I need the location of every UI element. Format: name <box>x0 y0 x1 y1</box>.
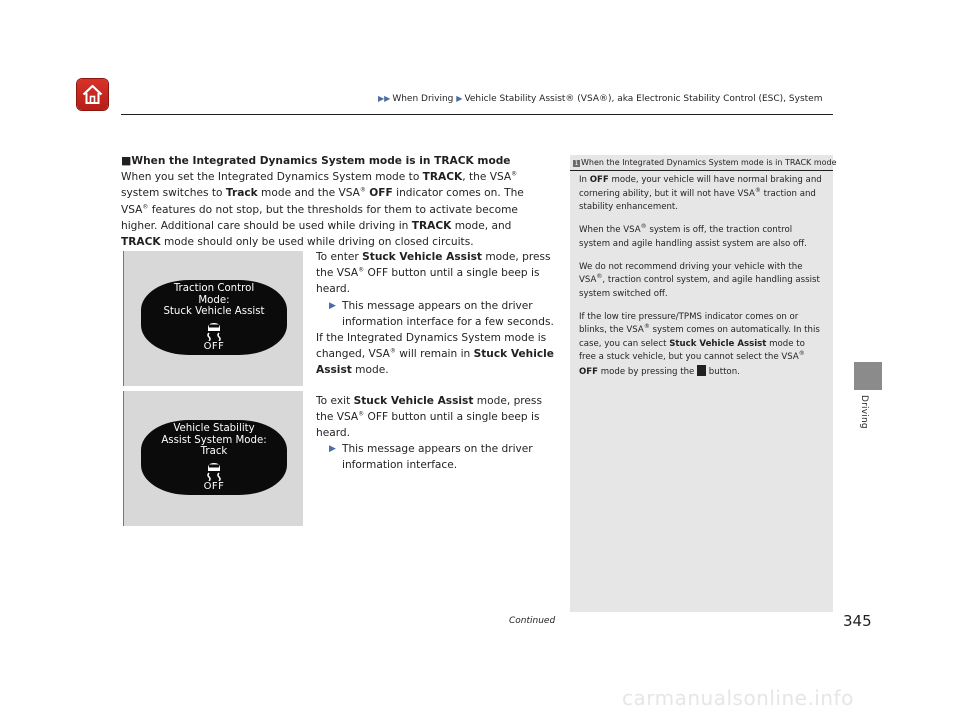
exit-note: ▶ This message appears on the driver information interface. <box>329 443 533 472</box>
section-heading: ■When the Integrated Dynamics System mode is in TRACK mode <box>121 154 511 167</box>
lcd-line-3: Track <box>200 446 228 457</box>
home-button[interactable] <box>77 79 108 110</box>
section-paragraph: When you set the Integrated Dynamics System mode to TRACK, the VSA® system switches to Track mode and the VSA® OFF indicator comes on. The VSA® features do not stop, but the thresholds for them to activate become higher. Additional care should be used while driving in TRACK mode, and TRACK mode should only be used while driving on closed circuits. <box>121 170 524 249</box>
display-image-track-mode <box>123 391 303 526</box>
lcd-off-label: OFF <box>203 480 225 492</box>
changed-paragraph: If the Integrated Dynamics System mode is changed, VSA® will remain in Stuck Vehicle Assist mode. <box>316 332 554 377</box>
note-paragraph: We do not recommend driving your vehicle with the VSA®, traction control system, and agile handling assist system switched off. <box>579 261 820 299</box>
chevron-right-icon: ▶ <box>456 94 463 103</box>
header-rule <box>121 114 833 115</box>
side-tab-marker[interactable] <box>854 362 882 390</box>
lcd-line-3: Stuck Vehicle Assist <box>163 306 265 317</box>
side-tab-label[interactable]: Driving <box>859 395 869 429</box>
chevron-right-icon: ▶▶ <box>378 94 391 103</box>
lcd-screen <box>141 280 287 355</box>
display-image-stuck-vehicle-assist <box>123 251 303 386</box>
lcd-line-2: Mode: <box>198 294 230 306</box>
home-icon <box>81 83 104 106</box>
vsa-off-button-icon <box>697 365 706 376</box>
watermark: carmanualsonline.info <box>622 686 854 710</box>
square-bullet-icon: ■ <box>121 154 132 167</box>
breadcrumb-item-vsa[interactable]: Vehicle Stability Assist® (VSA®), aka Electronic Stability Control (ESC), System <box>464 94 823 104</box>
note-number-badge: 1 <box>574 160 579 167</box>
enter-note: ▶ This message appears on the driver information interface for a few seconds. <box>329 299 554 328</box>
pointer-arrow-icon: ▶ <box>329 444 336 455</box>
note-paragraph: In OFF mode, your vehicle will have normal braking and cornering ability, but it will not have VSA® traction and stability enhancement. <box>579 175 822 212</box>
enter-paragraph: To enter Stuck Vehicle Assist mode, press the VSA® OFF button until a single beep is heard. <box>316 251 551 296</box>
exit-paragraph: To exit Stuck Vehicle Assist mode, press the VSA® OFF button until a single beep is heard. <box>316 394 542 440</box>
note-paragraph: If the low tire pressure/TPMS indicator comes on or blinks, the VSA® system comes on automatically. In this case, you can select Stuck Vehicle Assist mode to free a stuck vehicle, but you cannot select the VSA® OFF mode by pressing the button. <box>579 311 820 377</box>
pointer-arrow-icon: ▶ <box>329 300 336 311</box>
lcd-line-2: Assist System Mode: <box>161 434 267 446</box>
breadcrumb-item-when-driving[interactable]: When Driving <box>392 94 454 104</box>
lcd-off-label: OFF <box>203 340 225 352</box>
page-number: 345 <box>843 612 872 630</box>
lcd-line-1: Vehicle Stability <box>173 423 255 434</box>
continued-label: Continued <box>509 616 556 626</box>
side-note-body <box>579 174 824 389</box>
note-paragraph: When the VSA® system is off, the traction control system and agile handling assist system are also off. <box>579 223 807 249</box>
lcd-screen <box>141 420 287 495</box>
vsa-skid-car-icon <box>204 321 224 341</box>
side-note-heading: 1 When the Integrated Dynamics System mode is in TRACK mode <box>570 156 833 171</box>
lcd-line-1: Traction Control <box>173 283 255 294</box>
breadcrumb <box>378 94 822 104</box>
vsa-skid-car-icon <box>204 461 224 481</box>
main-section <box>121 153 553 250</box>
procedure-text <box>316 249 556 474</box>
